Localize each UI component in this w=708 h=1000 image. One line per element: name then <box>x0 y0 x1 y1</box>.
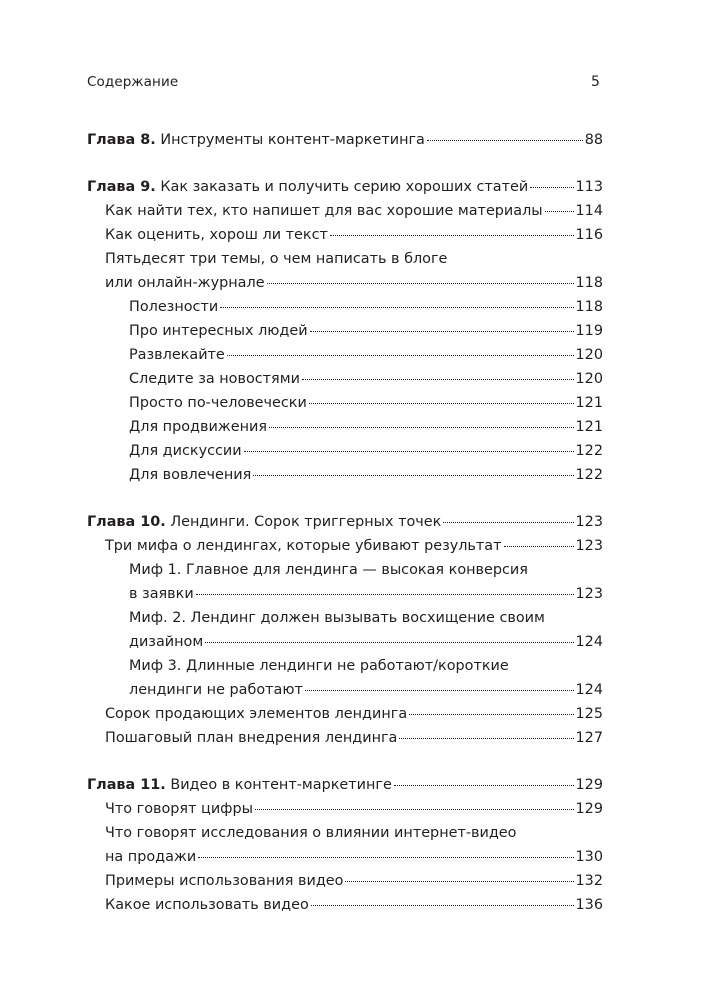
section-title-line-1: Пятьдесят три темы, о чем написать в блоге <box>105 251 448 267</box>
dot-leader <box>220 307 573 308</box>
dot-leader <box>269 427 573 428</box>
page-ref: 113 <box>575 179 603 195</box>
dot-leader <box>545 211 574 212</box>
dot-leader <box>427 140 583 141</box>
chapter-title: Как заказать и получить серию хороших статей <box>160 179 529 195</box>
subsection-title-line-1: Миф 3. Длинные лендинги не работают/короткие <box>129 658 509 674</box>
toc-entry-subsection[interactable] <box>87 463 603 487</box>
toc-entry-subsection[interactable] <box>87 343 603 367</box>
subsection-title: Полезности <box>129 299 219 315</box>
dot-leader <box>310 331 574 332</box>
subsection-title: Развлекайте <box>129 347 225 363</box>
page-ref: 127 <box>575 730 603 746</box>
dot-leader <box>443 522 573 523</box>
toc-entry-subsection[interactable] <box>87 558 603 606</box>
running-head-title: Содержание <box>87 74 179 90</box>
section-title: Примеры использования видео <box>105 873 344 889</box>
page-ref: 118 <box>575 299 603 315</box>
page-ref: 114 <box>575 203 603 219</box>
toc-entry-section[interactable] <box>87 797 603 821</box>
page-ref: 124 <box>575 634 603 650</box>
dot-leader <box>309 403 574 404</box>
page-number: 5 <box>590 74 600 90</box>
page-ref: 130 <box>575 849 603 865</box>
toc-entry-chapter-8[interactable] <box>87 128 603 152</box>
subsection-title: Про интересных людей <box>129 323 308 339</box>
section-title: Как оценить, хорош ли текст <box>105 227 328 243</box>
section-title-line-2: на продажи <box>105 849 197 865</box>
section-title: Как найти тех, кто напишет для вас хорошие материалы <box>105 203 543 219</box>
page-ref: 125 <box>575 706 603 722</box>
toc-entry-subsection[interactable] <box>87 439 603 463</box>
page-ref: 132 <box>575 873 603 889</box>
toc-entry-section[interactable] <box>87 223 603 247</box>
chapter-label: Глава 8. <box>87 132 156 148</box>
chapter-title: Лендинги. Сорок триггерных точек <box>170 514 442 530</box>
dot-leader <box>302 379 574 380</box>
page-ref: 136 <box>575 897 603 913</box>
page-ref: 119 <box>575 323 603 339</box>
page-ref: 123 <box>575 538 603 554</box>
dot-leader <box>345 881 573 882</box>
chapter-10 <box>87 510 603 750</box>
toc-entry-chapter-11[interactable] <box>87 773 603 797</box>
dot-leader <box>196 594 574 595</box>
toc-entry-subsection[interactable] <box>87 295 603 319</box>
dot-leader <box>305 690 574 691</box>
toc-entry-section[interactable] <box>87 247 603 295</box>
chapter-title: Видео в контент-маркетинге <box>170 777 392 793</box>
toc-entry-section[interactable] <box>87 821 603 869</box>
section-title: Три мифа о лендингах, которые убивают результат <box>105 538 502 554</box>
toc-entry-section[interactable] <box>87 893 603 917</box>
toc-entry-subsection[interactable] <box>87 415 603 439</box>
toc-entry-subsection[interactable] <box>87 319 603 343</box>
section-title: Какое использовать видео <box>105 897 309 913</box>
toc-entry-section[interactable] <box>87 702 603 726</box>
page-ref: 118 <box>575 275 603 291</box>
section-title-line-2: или онлайн-журнале <box>105 275 265 291</box>
subsection-title: Для дискуссии <box>129 443 242 459</box>
toc-entry-section[interactable] <box>87 199 603 223</box>
page-ref: 88 <box>584 132 603 148</box>
chapter-label: Глава 11. <box>87 777 166 793</box>
subsection-title-line-2: в заявки <box>129 586 194 602</box>
dot-leader <box>267 283 574 284</box>
chapter-label: Глава 10. <box>87 514 166 530</box>
dot-leader <box>198 857 573 858</box>
dot-leader <box>330 235 574 236</box>
table-of-contents <box>87 128 603 940</box>
subsection-title: Следите за новостями <box>129 371 300 387</box>
toc-entry-subsection[interactable] <box>87 606 603 654</box>
dot-leader <box>394 785 574 786</box>
chapter-label: Глава 9. <box>87 179 156 195</box>
dot-leader <box>227 355 574 356</box>
dot-leader <box>253 475 573 476</box>
section-title: Сорок продающих элементов лендинга <box>105 706 408 722</box>
page-ref: 120 <box>575 347 603 363</box>
page-ref: 122 <box>575 443 603 459</box>
chapter-8 <box>87 128 603 152</box>
toc-entry-chapter-9[interactable] <box>87 175 603 199</box>
page-ref: 129 <box>575 777 603 793</box>
page-ref: 124 <box>575 682 603 698</box>
toc-entry-section[interactable] <box>87 534 603 558</box>
section-title-line-1: Что говорят исследования о влиянии интернет-видео <box>105 825 517 841</box>
toc-entry-section[interactable] <box>87 869 603 893</box>
toc-entry-subsection[interactable] <box>87 367 603 391</box>
dot-leader <box>311 905 574 906</box>
page-ref: 129 <box>575 801 603 817</box>
dot-leader <box>530 187 573 188</box>
section-title: Что говорят цифры <box>105 801 253 817</box>
subsection-title-line-1: Миф 1. Главное для лендинга — высокая конверсия <box>129 562 528 578</box>
page-ref: 121 <box>575 395 603 411</box>
subsection-title: Просто по-человечески <box>129 395 307 411</box>
subsection-title-line-1: Миф. 2. Лендинг должен вызывать восхищение своим <box>129 610 545 626</box>
page-ref: 123 <box>575 514 603 530</box>
toc-entry-subsection[interactable] <box>87 391 603 415</box>
page-ref: 120 <box>575 371 603 387</box>
page-ref: 123 <box>575 586 603 602</box>
toc-entry-section[interactable] <box>87 726 603 750</box>
toc-entry-chapter-10[interactable] <box>87 510 603 534</box>
chapter-11 <box>87 773 603 917</box>
dot-leader <box>244 451 574 452</box>
subsection-title: Для продвижения <box>129 419 268 435</box>
page-ref: 116 <box>575 227 603 243</box>
toc-entry-subsection[interactable] <box>87 654 603 702</box>
dot-leader <box>409 714 573 715</box>
running-head <box>87 74 603 90</box>
dot-leader <box>504 546 574 547</box>
chapter-title: Инструменты контент-маркетинга <box>160 132 425 148</box>
subsection-title-line-2: лендинги не работают <box>129 682 303 698</box>
section-title: Пошаговый план внедрения лендинга <box>105 730 398 746</box>
dot-leader <box>255 809 574 810</box>
page-ref: 121 <box>575 419 603 435</box>
dot-leader <box>399 738 573 739</box>
dot-leader <box>205 642 573 643</box>
subsection-title: Для вовлечения <box>129 467 252 483</box>
page-ref: 122 <box>575 467 603 483</box>
subsection-title-line-2: дизайном <box>129 634 204 650</box>
chapter-9 <box>87 175 603 487</box>
